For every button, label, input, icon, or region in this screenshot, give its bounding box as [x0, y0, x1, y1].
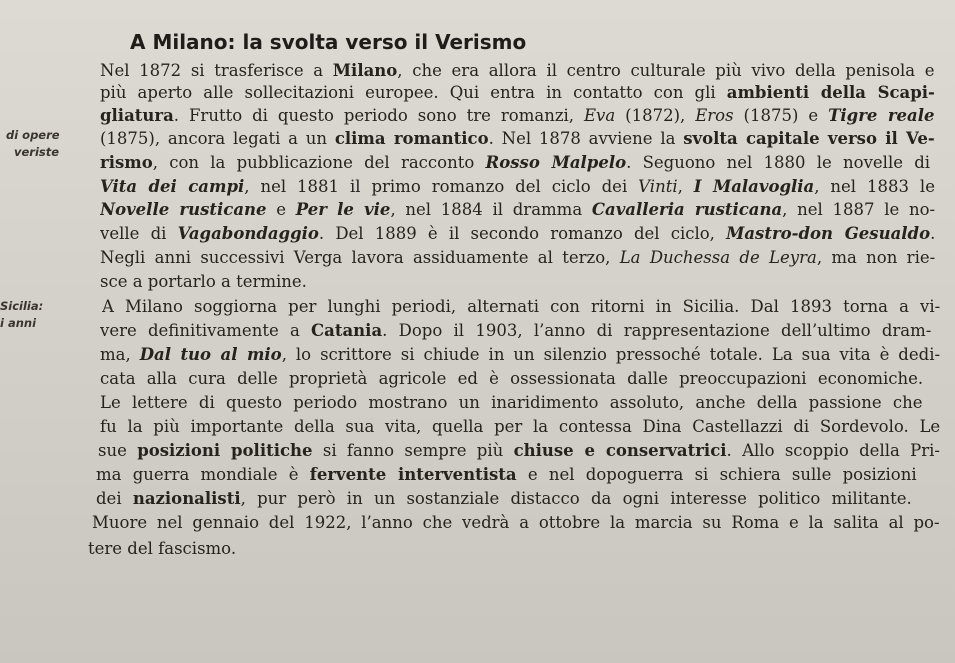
text-run: svolta capitale verso il Ve-: [683, 129, 935, 148]
text-line: [100, 416, 940, 438]
text-run: . Nel 1878 avviene la: [488, 129, 684, 148]
margin-note-line: veriste: [14, 145, 60, 159]
text-run: . Del 1889 è il secondo romanzo del ciclo,: [318, 224, 727, 243]
text-run: ambienti della Scapi-: [726, 83, 935, 102]
text-line: [100, 271, 307, 293]
text-run: .: [930, 224, 936, 243]
text-run: A Milano soggiorna per lunghi periodi, alternati con ritorni in Sicilia. Dal 1893 torna a vi-: [102, 297, 941, 316]
text-line: [100, 176, 935, 198]
text-run: . Frutto di questo periodo sono tre romanzi,: [173, 106, 584, 125]
text-line: [88, 538, 236, 560]
text-run: . Dopo il 1903, l’anno di rappresentazione dell’ultimo dram-: [382, 321, 932, 340]
text-run: vere definitivamente a: [100, 321, 312, 340]
text-line: [100, 105, 935, 127]
text-run: fu la più importante della sua vita, quella per la contessa Dina Castellazzi di Sordevolo. Le: [100, 417, 941, 436]
text-line: [98, 440, 940, 462]
text-run: , ma non rie-: [816, 248, 936, 267]
text-run: Muore nel gennaio del 1922, l’anno che vedrà a ottobre la marcia su Roma e la salita al po-: [92, 513, 940, 532]
text-line: [100, 368, 923, 390]
margin-note-line: i anni: [0, 316, 37, 330]
text-run: Cavalleria rusticana: [591, 200, 783, 219]
text-run: Milano: [332, 61, 398, 80]
text-run: Eros: [695, 106, 734, 125]
text-run: Vita dei campi: [100, 177, 245, 196]
text-run: gliatura: [100, 106, 174, 125]
text-run: nazionalisti: [132, 489, 241, 508]
text-line: [102, 296, 940, 318]
text-run: (1872),: [615, 106, 696, 125]
text-run: , che era allora il centro culturale più vivo della penisola e: [397, 61, 935, 80]
text-run: Catania: [311, 321, 383, 340]
text-run: e: [266, 200, 296, 219]
text-run: . Seguono nel 1880 le novelle di: [626, 153, 931, 172]
text-run: Novelle rusticane: [100, 200, 267, 219]
text-line: [100, 60, 935, 82]
text-run: sce a portarlo a termine.: [100, 272, 307, 291]
margin-note-sicilia: [0, 298, 43, 332]
margin-note-line: Sicilia:: [0, 299, 44, 313]
text-run: Dal tuo al mio: [139, 345, 282, 364]
section-title: A Milano: la svolta verso il Verismo: [130, 30, 527, 54]
text-line: [100, 247, 935, 269]
text-run: Tigre reale: [828, 106, 935, 125]
text-run: Negli anni successivi Verga lavora assiduamente al terzo,: [100, 248, 620, 267]
text-line: [92, 512, 940, 534]
text-run: (1875), ancora legati a un: [100, 129, 335, 148]
text-run: , nel 1887 le no-: [782, 200, 936, 219]
text-line: [100, 320, 931, 342]
text-run: velle di: [100, 224, 178, 243]
text-run: ,: [677, 177, 694, 196]
text-run: e nel dopoguerra si schiera sulle posizioni: [516, 465, 917, 484]
text-run: . Allo scoppio della Pri-: [726, 441, 941, 460]
text-run: Nel 1872 si trasferisce a: [100, 61, 333, 80]
text-run: , con la pubblicazione del racconto: [152, 153, 486, 172]
text-run: , pur però in un sostanziale distacco da ogni interesse politico militante.: [240, 489, 912, 508]
text-line: [96, 464, 917, 486]
text-run: Vagabondaggio: [177, 224, 319, 243]
text-run: , nel 1881 il primo romanzo del ciclo dei: [244, 177, 639, 196]
text-line: [96, 488, 912, 510]
text-run: Rosso Malpelo: [485, 153, 627, 172]
text-run: fervente interventista: [309, 465, 517, 484]
text-line: [100, 223, 935, 245]
text-run: Le lettere di questo periodo mostrano un inaridimento assoluto, anche della passione che: [100, 393, 923, 412]
text-run: cata alla cura delle proprietà agricole ed è ossessionata dalle preoccupazioni economiche.: [100, 369, 924, 388]
text-line: [100, 82, 935, 104]
text-run: rismo: [100, 153, 153, 172]
text-run: Mastro-don Gesualdo: [726, 224, 931, 243]
text-line: [100, 128, 935, 150]
text-run: Eva: [584, 106, 616, 125]
text-line: [100, 392, 923, 414]
margin-note-line: di opere: [6, 128, 60, 142]
text-run: ma guerra mondiale è: [96, 465, 310, 484]
text-line: [100, 199, 935, 221]
text-run: chiuse e conservatrici: [513, 441, 727, 460]
text-run: posizioni politiche: [137, 441, 313, 460]
text-run: I Malavoglia: [693, 177, 815, 196]
text-run: (1875) e: [733, 106, 829, 125]
text-line: [100, 344, 940, 366]
text-run: Per le vie: [295, 200, 391, 219]
text-run: ma,: [100, 345, 140, 364]
text-run: , lo scrittore si chiude in un silenzio pressoché totale. La sua vita è dedi-: [281, 345, 941, 364]
text-line: [100, 152, 930, 174]
text-run: si fanno sempre più: [312, 441, 514, 460]
text-run: più aperto alle sollecitazioni europee. Qui entra in contatto con gli: [100, 83, 727, 102]
text-run: , nel 1883 le: [814, 177, 935, 196]
text-run: Vinti: [638, 177, 678, 196]
text-run: clima romantico: [334, 129, 489, 148]
margin-note-opere-veriste: [6, 127, 60, 161]
text-run: tere del fascismo.: [88, 539, 237, 558]
text-run: La Duchessa de Leyra: [619, 248, 817, 267]
text-run: , nel 1884 il dramma: [390, 200, 592, 219]
text-run: dei: [96, 489, 133, 508]
text-run: sue: [98, 441, 138, 460]
